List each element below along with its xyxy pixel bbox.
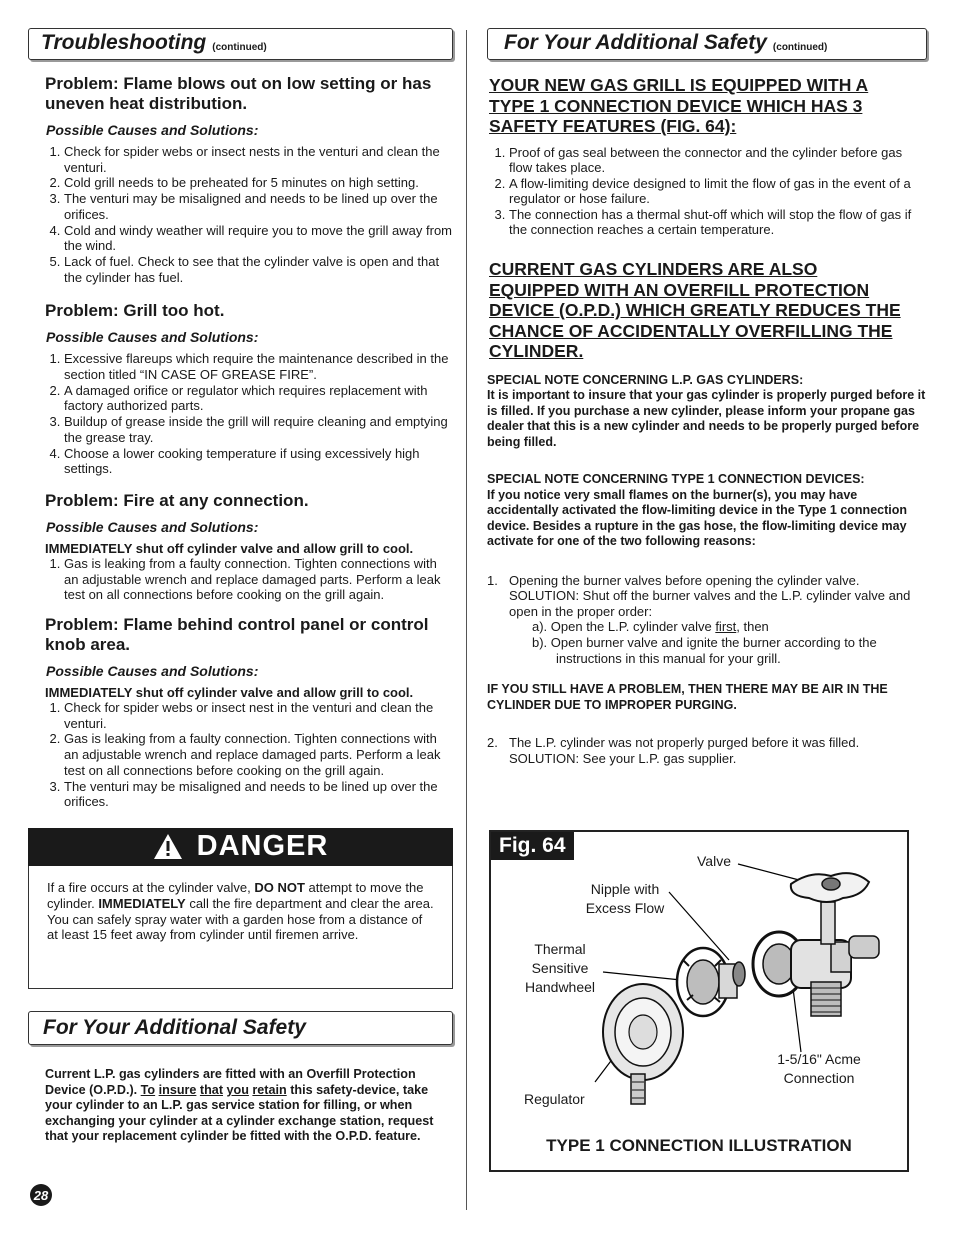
opd-paragraph: [45, 1067, 440, 1145]
regulator-label: Regulator: [524, 1091, 585, 1107]
connection-illustration: [491, 832, 907, 1170]
additional-safety-continued-header: [487, 28, 927, 60]
note-body: It is important to insure that your gas cylinder is properly purged before it is filled. If you purchase a new cylinder, please inform your propane gas dealer that this is a new cylinder and needs to be properly purged before being filled.: [487, 388, 926, 449]
acme-label: 1-5/16" Acme Connection: [777, 1051, 861, 1086]
section-title: Troubleshooting: [41, 31, 207, 54]
text-span: attempt to move the cylinder.: [47, 879, 424, 911]
list-item: 4. Choose a lower cooking temperature if using excessively high settings.: [64, 446, 453, 477]
reason-1: [487, 573, 927, 620]
text-span: Current L.P. gas cylinders are fitted with an Overfill Protection Device (O.P.D.).: [45, 1066, 416, 1097]
list-item: 2. Gas is leaking from a faulty connection. Tighten connections with an adjustable wrench and replace damaged parts. Perform a leak test on all connections before cooking on the grill again.: [64, 731, 453, 778]
underlined-word: that: [199, 1082, 224, 1097]
text-span: , then: [736, 619, 769, 635]
opd-heading: CURRENT GAS CYLINDERS ARE ALSO EQUIPPED WITH AN OVERFILL PROTECTION DEVICE (O.P.D.) WHICH GREATLY REDUCES THE CHANCE OF ACCIDENTALLY OVERFILLING THE CYLINDER.: [489, 259, 901, 362]
left-column: [28, 28, 453, 1145]
troubleshooting-header: [28, 28, 453, 60]
right-column: [487, 28, 927, 766]
danger-label: DANGER: [196, 830, 329, 863]
solution-list: [28, 700, 453, 810]
list-item: 3. The venturi may be misaligned and needs to be lined up over the orifices.: [64, 779, 453, 810]
danger-text: [28, 866, 453, 989]
solution-list: [28, 144, 453, 285]
bold-span: IMMEDIATELY: [98, 895, 186, 911]
immediate-instruction: IMMEDIATELY shut off cylinder valve and allow grill to cool.: [45, 540, 414, 556]
air-note: IF YOU STILL HAVE A PROBLEM, THEN THERE MAY BE AIR IN THE CYLINDER DUE TO IMPROPER PURGING.: [487, 682, 888, 712]
list-item: 1. Proof of gas seal between the connector and the cylinder before gas flow takes place.: [509, 145, 927, 176]
problem-title: Problem: Grill too hot.: [45, 301, 225, 321]
list-item: 4. Cold and windy weather will require you to move the grill away from the wind.: [64, 223, 453, 254]
reason-text: The L.P. cylinder was not properly purged before it was filled. SOLUTION: See your L.P. gas supplier.: [509, 735, 860, 766]
handwheel-label: Thermal Sensitive Handwheel: [524, 941, 596, 995]
danger-banner: [28, 828, 453, 866]
bold-span: DO NOT: [254, 879, 305, 895]
nipple-label: Nipple with Excess Flow: [585, 881, 665, 916]
section-title: For Your Additional Safety: [504, 31, 767, 54]
reason-2: [487, 735, 927, 766]
text-span: a). Open the L.P. cylinder valve: [532, 619, 716, 635]
list-item: 5. Lack of fuel. Check to see that the cylinder valve is open and that the cylinder has fuel.: [64, 254, 453, 285]
causes-label: Possible Causes and Solutions:: [46, 518, 259, 535]
problem-title: Problem: Flame behind control panel or control knob area.: [45, 615, 429, 655]
list-item: 3. The connection has a thermal shut-off which will stop the flow of gas if the connection reaches a certain temperature.: [509, 207, 927, 238]
list-number: 1.: [487, 572, 498, 588]
column-divider: [466, 30, 467, 1210]
list-item: 1. Check for spider webs or insect nest in the venturi and clean the venturi.: [64, 700, 453, 731]
note-heading: SPECIAL NOTE CONCERNING TYPE 1 CONNECTION DEVICES:: [487, 472, 865, 487]
section-title: For Your Additional Safety: [43, 1015, 306, 1039]
feature-list: [487, 145, 927, 239]
note-heading: SPECIAL NOTE CONCERNING L.P. GAS CYLINDERS:: [487, 372, 804, 387]
immediate-instruction: IMMEDIATELY shut off cylinder valve and allow grill to cool.: [45, 685, 414, 701]
text-span: If a fire occurs at the cylinder valve,: [47, 879, 255, 895]
warning-triangle-icon: [153, 833, 183, 860]
reason-text: Opening the burner valves before opening the cylinder valve. SOLUTION: Shut off the burner valves and the L.P. cylinder valve and open in the proper order:: [509, 572, 911, 619]
problem-title: Problem: Fire at any connection.: [45, 490, 309, 510]
list-item: 2. A damaged orifice or regulator which requires replacement with factory authorized parts.: [64, 383, 453, 414]
continued-label: (continued): [772, 42, 828, 53]
underlined-word: you: [226, 1082, 249, 1097]
fig-64: [489, 830, 909, 1172]
note-body: If you notice very small flames on the burner(s), you may have accidentally activated the flow-limiting device in the Type 1 connection device. Besides a rupture in the gas hose, the flow-limiting device may activate for one of the two following reasons:: [487, 487, 908, 549]
figure-tag: Fig. 64: [491, 832, 574, 860]
list-item: 2. Cold grill needs to be preheated for 5 minutes on high setting.: [64, 175, 453, 191]
list-item: 2. A flow-limiting device designed to limit the flow of gas in the event of a regulator or hose failure.: [509, 176, 927, 207]
list-item: 1. Excessive flareups which require the maintenance described in the section titled “IN CASE OF GREASE FIRE”.: [64, 351, 453, 382]
causes-label: Possible Causes and Solutions:: [46, 329, 259, 346]
sub-step-a: [532, 619, 927, 635]
valve-label: Valve: [697, 853, 731, 869]
additional-safety-header: [28, 1011, 453, 1045]
text-span: call the fire department and clear the area. You can safely spray water with a garden hose from a distance of at least 15 feet away from cylinder until firemen arrive.: [47, 895, 434, 943]
figure-caption: TYPE 1 CONNECTION ILLUSTRATION: [546, 1136, 852, 1155]
list-item: 1. Gas is leaking from a faulty connection. Tighten connections with an adjustable wrench and replace damaged parts. Perform a leak test on all connections before cooking on the grill again.: [64, 556, 453, 603]
causes-label: Possible Causes and Solutions:: [46, 663, 259, 680]
underlined-word: first: [715, 619, 737, 635]
continued-label: (continued): [212, 42, 267, 53]
underlined-word: insure: [158, 1082, 197, 1097]
type1-heading: YOUR NEW GAS GRILL IS EQUIPPED WITH A TYPE 1 CONNECTION DEVICE WHICH HAS 3 SAFETY FEATURES (FIG. 64):: [489, 75, 869, 136]
list-item: 1. Check for spider webs or insect nests in the venturi and clean the venturi.: [64, 144, 453, 175]
problem-title: Problem: Flame blows out on low setting or has uneven heat distribution.: [45, 74, 432, 113]
causes-label: Possible Causes and Solutions:: [46, 122, 259, 138]
underlined-word: To: [140, 1082, 156, 1097]
sub-step-b: b). Open burner valve and ignite the burner according to the instructions in this manual for your grill.: [532, 634, 877, 666]
text-span: this safety-device, take your cylinder to an L.P. gas service station for filling, or when exchanging your cylinder at a cylinder exchange station, request that your replacement cylinder be fitted with the O.P.D. feature.: [45, 1082, 434, 1144]
page-number: 28: [30, 1184, 52, 1206]
solution-list: [28, 351, 453, 477]
list-item: 3. The venturi may be misaligned and needs to be lined up over the orifices.: [64, 191, 453, 222]
solution-list: [28, 556, 453, 603]
underlined-word: retain: [252, 1082, 287, 1097]
list-number: 2.: [487, 735, 498, 751]
list-item: 3. Buildup of grease inside the grill will require cleaning and emptying the grease tray.: [64, 414, 453, 445]
